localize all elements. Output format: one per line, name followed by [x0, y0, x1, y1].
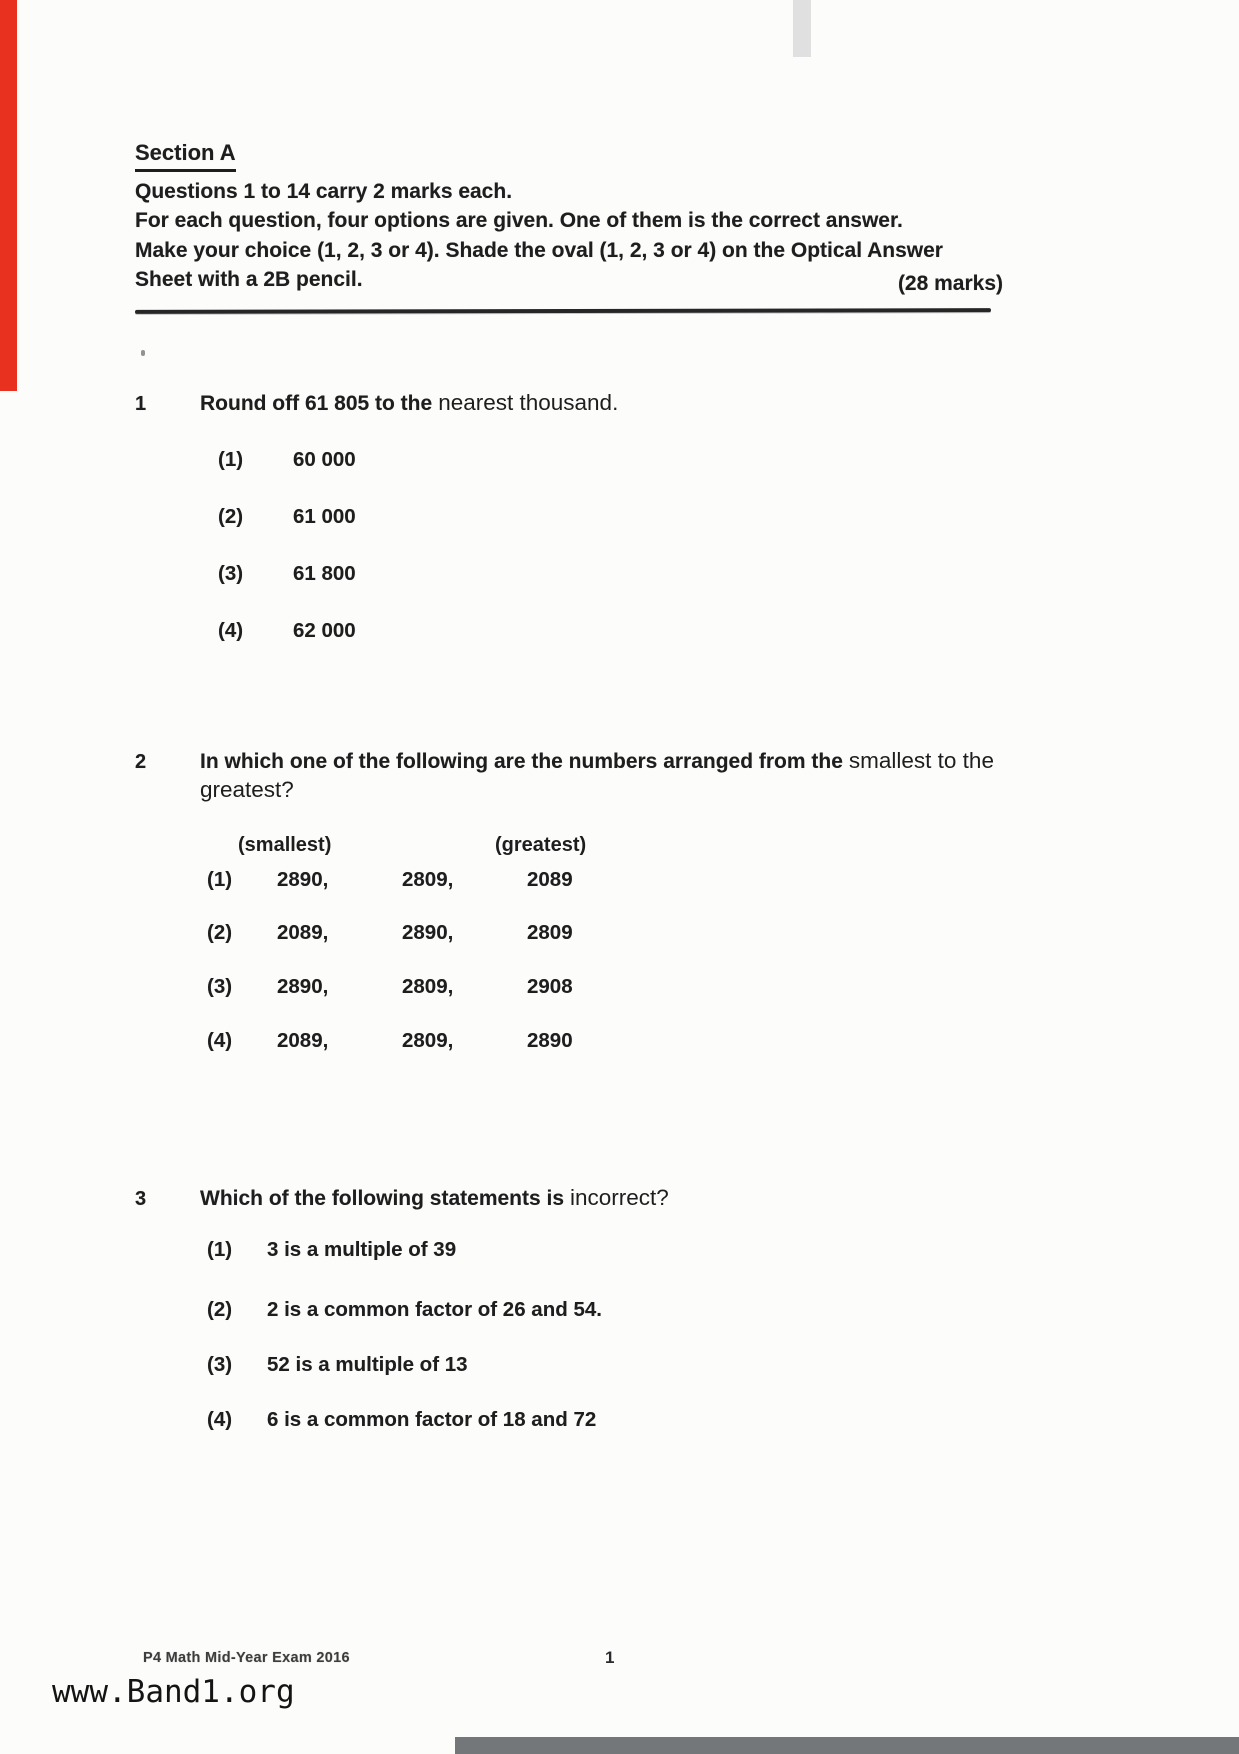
question-1-head: [135, 390, 1095, 416]
scan-red-bar: [0, 0, 17, 391]
number-cell: 2890: [527, 1029, 573, 1052]
option-row: [135, 448, 356, 474]
question-text: [200, 748, 994, 774]
section-title: Section A: [135, 138, 236, 172]
scan-gray-artifact: [793, 0, 811, 57]
option-label: (1): [207, 1238, 233, 1261]
question-text-a: Which of the following statements is: [200, 1187, 565, 1210]
q2-row: [135, 975, 1095, 1001]
option-value: 6 is a common factor of 18 and 72: [267, 1408, 597, 1431]
marks-label: (28 marks): [897, 272, 1003, 295]
option-row: [135, 1408, 596, 1434]
number-cell: 2089,: [277, 1029, 329, 1052]
number-cell: 2089: [527, 868, 573, 891]
question-text-b: incorrect?: [570, 1185, 669, 1210]
option-label: (3): [207, 975, 233, 998]
option-label: (2): [207, 1298, 233, 1321]
q2-row: [135, 1029, 1095, 1055]
question-3-head: [135, 1185, 1095, 1211]
option-row: [135, 619, 356, 645]
option-row: [135, 562, 356, 588]
ink-speck: [141, 350, 145, 356]
question-text: [200, 1185, 669, 1211]
option-label: (2): [218, 505, 244, 528]
option-value: 3 is a multiple of 39: [267, 1238, 457, 1261]
q2-row: [135, 868, 1095, 894]
option-value: 61 000: [293, 505, 356, 528]
instruction-line-1: Questions 1 to 14 carry 2 marks each.: [135, 179, 513, 203]
number-cell: 2089,: [277, 921, 329, 944]
col-header-smallest: (smallest): [238, 834, 332, 856]
option-label: (1): [218, 448, 244, 471]
question-text-b: smallest to the: [848, 748, 994, 773]
option-row: [135, 505, 356, 531]
question-text-line2: greatest?: [200, 777, 294, 802]
watermark-url: www.Band1.org: [52, 1674, 295, 1710]
option-row: [135, 1353, 468, 1379]
option-label: (4): [207, 1029, 233, 1052]
divider-rule: [135, 308, 991, 313]
q2-row: [135, 921, 1095, 947]
number-cell: 2809: [527, 921, 573, 944]
option-label: (3): [207, 1353, 233, 1376]
question-3: [135, 1185, 1095, 1445]
option-value: 60 000: [293, 448, 356, 471]
number-cell: 2908: [527, 975, 573, 998]
instruction-line-3: Make your choice (1, 2, 3 or 4). Shade the oval (1, 2, 3 or 4) on the Optical Answer: [135, 238, 943, 262]
question-number: 3: [135, 1188, 147, 1210]
option-label: (4): [207, 1408, 233, 1431]
option-row: [135, 1298, 602, 1324]
instruction-line-4-text: Sheet with a 2B pencil.: [135, 268, 363, 291]
instruction-line-4: [135, 265, 1003, 295]
option-row: [135, 1238, 456, 1264]
instruction-line-2: For each question, four options are given. One of them is the correct answer.: [135, 209, 903, 232]
option-value: 2 is a common factor of 26 and 54.: [267, 1298, 602, 1321]
number-cell: 2890,: [277, 868, 329, 891]
option-label: (1): [207, 868, 233, 891]
number-cell: 2809,: [402, 1029, 454, 1052]
question-number: 2: [135, 751, 147, 773]
option-label: (2): [207, 921, 233, 944]
option-value: 61 800: [293, 562, 356, 585]
number-cell: 2809,: [402, 868, 454, 891]
option-value: 62 000: [293, 619, 356, 642]
option-value: 52 is a multiple of 13: [267, 1353, 468, 1376]
question-1: [135, 390, 1095, 660]
question-number: 1: [135, 393, 147, 415]
col-header-greatest: (greatest): [495, 834, 587, 856]
scan-bottom-bar: [455, 1737, 1239, 1754]
option-label: (3): [218, 562, 244, 585]
question-2-head: [135, 748, 1095, 774]
question-text: [200, 390, 618, 416]
question-text-b: nearest thousand.: [438, 390, 619, 415]
footer-exam-title: P4 Math Mid-Year Exam 2016: [143, 1650, 350, 1666]
section-header: [135, 138, 1003, 295]
question-text-a: Round off 61 805 to the: [200, 392, 433, 415]
number-cell: 2809,: [402, 975, 454, 998]
question-2: [135, 748, 1095, 1078]
number-cell: 2890,: [402, 921, 454, 944]
number-cell: 2890,: [277, 975, 329, 998]
question-text-a: In which one of the following are the numbers arranged from the: [200, 750, 843, 773]
page-number: 1: [605, 1648, 615, 1667]
option-label: (4): [218, 619, 244, 642]
